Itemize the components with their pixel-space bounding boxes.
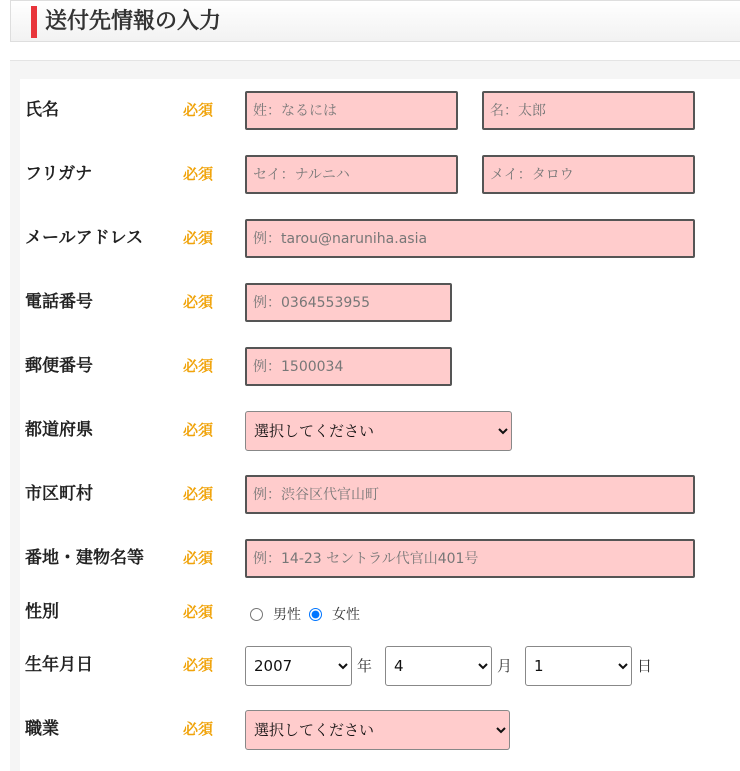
required-badge: 必須: [183, 357, 214, 375]
birth-month-select[interactable]: [385, 646, 492, 686]
gender-radio-female[interactable]: [309, 608, 322, 621]
required-badge: 必須: [183, 656, 214, 674]
first-name-input[interactable]: [482, 91, 695, 130]
gender-option-male[interactable]: [250, 604, 307, 624]
gender-label: 性別: [25, 602, 59, 622]
required-badge: 必須: [183, 421, 214, 439]
kana-label: フリガナ: [25, 164, 93, 184]
day-unit: 日: [637, 657, 653, 675]
year-unit: 年: [357, 657, 373, 675]
address-input[interactable]: [245, 539, 695, 578]
gender-option-female[interactable]: [309, 604, 366, 624]
required-badge: 必須: [183, 229, 214, 247]
birth-year-select[interactable]: [245, 646, 352, 686]
postal-code-input[interactable]: [245, 347, 452, 386]
required-badge: 必須: [183, 293, 214, 311]
prefecture-label: 都道府県: [25, 420, 93, 440]
postal-label: 郵便番号: [25, 356, 93, 376]
name-label: 氏名: [25, 100, 59, 120]
occupation-label: 職業: [25, 719, 59, 739]
gender-radio-male[interactable]: [250, 608, 263, 621]
occupation-select[interactable]: [245, 710, 510, 750]
required-badge: 必須: [183, 165, 214, 183]
city-label: 市区町村: [25, 484, 93, 504]
birth-day-select[interactable]: [525, 646, 632, 686]
phone-label: 電話番号: [25, 292, 93, 312]
required-badge: 必須: [183, 485, 214, 503]
last-name-input[interactable]: [245, 91, 458, 130]
first-name-kana-input[interactable]: [482, 155, 695, 194]
page-title: 送付先情報の入力: [45, 9, 222, 34]
email-label: メールアドレス: [25, 228, 144, 248]
gender-option-label: 女性: [332, 607, 360, 623]
city-input[interactable]: [245, 475, 695, 514]
prefecture-select[interactable]: [245, 411, 512, 451]
last-name-kana-input[interactable]: [245, 155, 458, 194]
header-accent-bar: [31, 6, 37, 38]
required-badge: 必須: [183, 720, 214, 738]
gender-radio-group: [250, 604, 368, 624]
required-badge: 必須: [183, 603, 214, 621]
email-input[interactable]: [245, 219, 695, 258]
address-label: 番地・建物名等: [25, 548, 144, 568]
required-badge: 必須: [183, 549, 214, 567]
required-badge: 必須: [183, 101, 214, 119]
gender-option-label: 男性: [273, 607, 301, 623]
month-unit: 月: [497, 657, 513, 675]
section-header: [10, 0, 740, 42]
birthday-label: 生年月日: [25, 655, 93, 675]
phone-input[interactable]: [245, 283, 452, 322]
